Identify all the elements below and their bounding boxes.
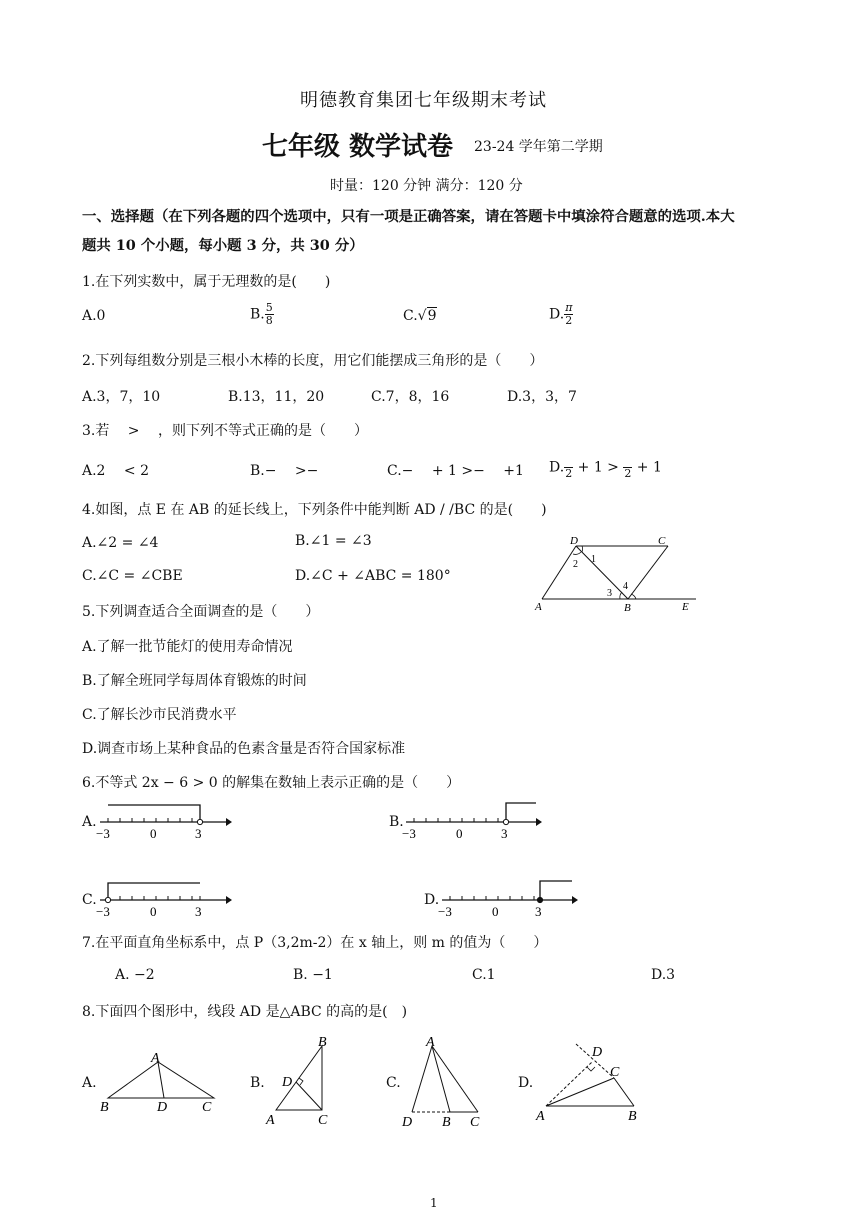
exam-term: 23-24 学年第二学期 [474, 139, 603, 155]
q8-figure-d [530, 1034, 650, 1126]
q8-option-a-label: A. [82, 1075, 97, 1091]
q1-b-num: 5 [265, 301, 273, 314]
q6-d-tick-0: 0 [492, 904, 499, 919]
q6-a-tick-0: 0 [150, 826, 157, 841]
exam-school: 明德教育集团七年级期末考试 [300, 90, 547, 111]
q8-figure-c [398, 1034, 488, 1130]
q2-option-c: C.7，8，16 [371, 389, 450, 405]
q2-option-d: D.3，3，7 [507, 389, 577, 405]
q4-fig-angle-3: 3 [607, 588, 612, 599]
q8-c-label-d: D [402, 1115, 413, 1130]
q1-option-d [549, 302, 573, 327]
q8-c-label-c: C [470, 1115, 480, 1130]
section-heading-line1: 一、选择题（在下列各题的四个选项中，只有一项是正确答案，请在答题卡中填涂符合题意的选项.本大 [82, 208, 735, 225]
q8-d-label-c: C [610, 1065, 620, 1080]
q5-option-c: C.了解长沙市民消费水平 [82, 707, 237, 723]
q1-d-den: 2 [565, 314, 573, 327]
q8-d-label-d: D [592, 1045, 603, 1060]
q8-option-b-label: B. [250, 1075, 265, 1091]
q6-number-line-c [96, 878, 232, 922]
q8-figure-b [262, 1034, 342, 1130]
q3-option-c: C.− + 1 >− +1 [387, 463, 524, 479]
time-score-line: 时量：120 分钟 满分：120 分 [330, 178, 523, 194]
q6-b-tick-neg3: −3 [402, 826, 416, 841]
q1-b-den: 8 [265, 314, 273, 327]
q6-c-tick-3: 3 [195, 904, 202, 919]
q1-stem: 1.在下列实数中，属于无理数的是( ) [82, 274, 331, 290]
q4-fig-label-c: C [658, 535, 666, 547]
q6-option-c-label: C. [82, 892, 97, 908]
q1-c-prefix: C. [403, 308, 418, 324]
q4-option-c: C.∠C = ∠CBE [82, 568, 183, 584]
q6-b-tick-0: 0 [456, 826, 463, 841]
q3-option-b: B.− >− [250, 463, 319, 479]
q4-parallelogram-figure [528, 532, 698, 614]
q6-d-tick-3: 3 [535, 904, 542, 919]
q6-option-d-label: D. [424, 892, 440, 908]
q1-d-prefix: D. [549, 306, 565, 323]
page-number: 1 [430, 1196, 438, 1210]
q8-a-label-a: A [151, 1051, 160, 1066]
q3-d-suffix: + 1 [632, 459, 662, 476]
q1-option-c: C.√9 [403, 308, 437, 324]
q8-option-c-label: C. [386, 1075, 401, 1091]
q3-d-den1: 2 [565, 467, 573, 480]
q6-a-tick-neg3: −3 [96, 826, 110, 841]
q5-stem: 5.下列调查适合全面调查的是（ ） [82, 604, 320, 620]
q5-option-a: A.了解一批节能灯的使用寿命情况 [82, 639, 293, 655]
exam-title: 七年级 数学试卷 [262, 132, 454, 162]
q6-number-line-d [438, 878, 578, 922]
q2-stem: 2.下列每组数分别是三根小木棒的长度，用它们能摆成三角形的是（ ） [82, 353, 544, 369]
q8-stem: 8.下面四个图形中，线段 AD 是△ABC 的高的是( ) [82, 1004, 408, 1020]
q8-d-label-a: A [536, 1109, 545, 1124]
q5-option-d: D.调查市场上某种食品的色素含量是否符合国家标准 [82, 741, 406, 757]
q7-stem: 7.在平面直角坐标系中，点 P（3,2m-2）在 x 轴上，则 m 的值为（ ） [82, 935, 548, 951]
q3-d-den2: 2 [624, 467, 632, 480]
q5-option-b: B.了解全班同学每周体育锻炼的时间 [82, 673, 307, 689]
q8-c-label-b: B [442, 1115, 451, 1130]
q7-option-a: A. −2 [115, 967, 155, 983]
q7-option-c: C.1 [472, 967, 496, 983]
q7-option-b: B. −1 [293, 967, 333, 983]
q2-option-b: B.13，11，20 [228, 389, 325, 405]
q3-d-frac2 [623, 455, 632, 480]
q1-d-fraction [564, 302, 573, 327]
q6-c-tick-neg3: −3 [96, 904, 110, 919]
q8-b-label-a: A [266, 1113, 275, 1128]
q3-d-frac1 [564, 455, 573, 480]
q4-option-a: A.∠2 = ∠4 [82, 535, 159, 551]
q6-number-line-a [96, 800, 232, 844]
q8-b-label-b: B [318, 1035, 327, 1050]
q6-option-a-label: A. [82, 814, 97, 830]
q4-fig-label-a: A [535, 601, 542, 613]
q1-option-b [250, 302, 274, 327]
q4-option-d: D.∠C + ∠ABC = 180° [295, 568, 451, 584]
q4-fig-angle-4: 4 [623, 581, 628, 592]
q8-b-label-c: C [318, 1113, 328, 1128]
q8-option-d-label: D. [518, 1075, 534, 1091]
q8-c-label-a: A [426, 1035, 435, 1050]
q3-option-d [549, 455, 662, 480]
q8-d-label-b: B [628, 1109, 637, 1124]
q2-option-a: A.3，7，10 [82, 389, 161, 405]
q3-stem: 3.若 > ，则下列不等式正确的是（ ） [82, 423, 368, 439]
q8-a-label-b: B [100, 1100, 109, 1115]
q4-option-b: B.∠1 = ∠3 [295, 533, 372, 549]
q6-option-b-label: B. [389, 814, 404, 830]
q6-d-tick-neg3: −3 [438, 904, 452, 919]
q6-number-line-b [402, 800, 542, 844]
section-heading-line2: 题共 10 个小题，每小题 3 分，共 30 分） [82, 237, 364, 254]
q6-a-tick-3: 3 [195, 826, 202, 841]
q8-a-label-c: C [202, 1100, 212, 1115]
q1-b-fraction [265, 302, 274, 327]
q1-c-radicand: 9 [427, 308, 437, 324]
q4-fig-label-e: E [682, 601, 689, 613]
q3-d-middle: + 1 > [573, 459, 624, 476]
q8-a-label-d: D [157, 1100, 168, 1115]
q1-option-a: A.0 [82, 308, 106, 324]
q4-stem: 4.如图，点 E 在 AB 的延长线上，下列条件中能判断 AD / /BC 的是( ) [82, 502, 547, 518]
q4-fig-angle-2: 2 [573, 559, 578, 570]
q3-option-a: A.2 < 2 [82, 463, 150, 479]
q4-fig-label-d: D [570, 535, 578, 547]
q6-stem: 6.不等式 2x − 6 > 0 的解集在数轴上表示正确的是（ ） [82, 775, 461, 791]
q8-b-label-d: D [282, 1075, 293, 1090]
q6-b-tick-3: 3 [501, 826, 508, 841]
q3-d-prefix: D. [549, 459, 565, 476]
q7-option-d: D.3 [651, 967, 676, 983]
q8-figure-a [96, 1048, 220, 1116]
q4-fig-label-b: B [624, 602, 631, 614]
q4-fig-angle-1: 1 [591, 554, 596, 565]
q1-d-num: π [565, 301, 573, 314]
q1-b-prefix: B. [250, 306, 265, 323]
q6-c-tick-0: 0 [150, 904, 157, 919]
